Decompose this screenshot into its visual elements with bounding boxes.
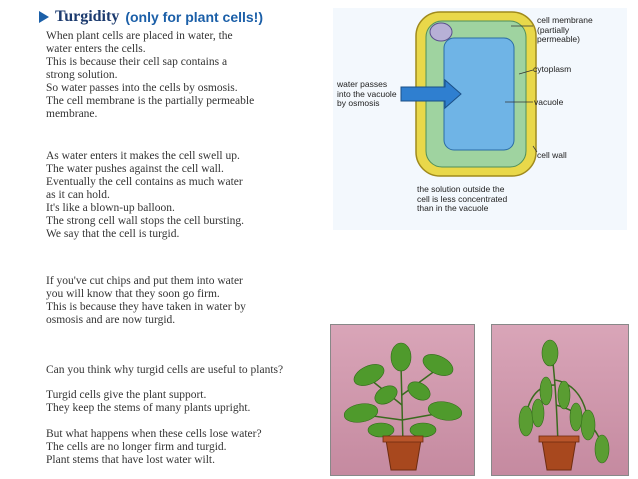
text-line: Turgid cells give the plant support. xyxy=(46,389,207,401)
label-line: into the vacuole xyxy=(337,88,397,99)
page-title: Turgidity xyxy=(55,8,120,25)
text-line: Plant stems that have lost water wilt. xyxy=(46,454,215,466)
label-outside-solution xyxy=(417,185,507,214)
label-vacuole: vacuole xyxy=(534,97,564,107)
label-line: cell membrane xyxy=(537,15,593,25)
text-line: So water passes into the cells by osmosis. xyxy=(46,82,238,94)
text-line: As water enters it makes the cell swell up. xyxy=(46,150,240,162)
label-line: water passes xyxy=(337,79,388,89)
paragraph-osmosis xyxy=(46,30,254,121)
nucleus-shape xyxy=(430,23,452,41)
text-line: osmosis and are now turgid. xyxy=(46,314,176,326)
text-line: They keep the stems of many plants upright. xyxy=(46,402,251,414)
text-line: But what happens when these cells lose water? xyxy=(46,428,262,440)
text-line: If you've cut chips and put them into water xyxy=(46,275,243,287)
page-subtitle: (only for plant cells!) xyxy=(125,9,264,25)
text-line: water enters the cells. xyxy=(46,43,146,55)
text-line: strong solution. xyxy=(46,69,118,81)
label-cell-wall: cell wall xyxy=(537,150,567,160)
text-line: When plant cells are placed in water, the xyxy=(46,30,233,42)
text-line: Eventually the cell contains as much water xyxy=(46,176,243,188)
plant-cell-diagram xyxy=(333,8,627,230)
paragraph-chips xyxy=(46,275,246,327)
wilted-plant-illustration xyxy=(492,325,628,475)
paragraph-swelling xyxy=(46,150,244,241)
turgid-plant-illustration xyxy=(331,325,474,475)
bullet-arrow-icon xyxy=(39,11,49,23)
label-cytoplasm: cytoplasm xyxy=(533,64,572,74)
turgid-plant-photo xyxy=(330,324,475,476)
text-line: The strong cell wall stops the cell bursting. xyxy=(46,215,245,227)
text-line: The water pushes against the cell wall. xyxy=(46,163,224,175)
text-line: We say that the cell is turgid. xyxy=(46,228,180,240)
paragraph-support xyxy=(46,389,250,415)
text-line: It's like a blown-up balloon. xyxy=(46,202,175,214)
text-line: Can you think why turgid cells are useful to plants? xyxy=(46,364,284,376)
text-line: you will know that they soon go firm. xyxy=(46,288,220,300)
label-line: by osmosis xyxy=(337,98,380,108)
text-line: The cell membrane is the partially permeable xyxy=(46,95,255,107)
label-line: cell is less concentrated xyxy=(417,193,508,204)
text-line: as it can hold. xyxy=(46,189,110,201)
text-line: membrane. xyxy=(46,108,98,120)
text-line: This is because they have taken in water by xyxy=(46,301,246,313)
label-line: the solution outside the xyxy=(417,184,505,194)
label-water-passes xyxy=(337,80,397,109)
label-line: than in the vacuole xyxy=(417,203,489,213)
paragraph-wilt xyxy=(46,428,262,467)
paragraph-question xyxy=(46,364,283,377)
label-line: (partially xyxy=(537,24,570,35)
text-line: This is because their cell sap contains a xyxy=(46,56,228,68)
wilted-plant-photo xyxy=(491,324,629,476)
text-line: The cells are no longer firm and turgid. xyxy=(46,441,227,453)
label-line: permeable) xyxy=(537,34,580,44)
heading xyxy=(39,8,263,26)
label-cell-membrane xyxy=(537,16,593,45)
